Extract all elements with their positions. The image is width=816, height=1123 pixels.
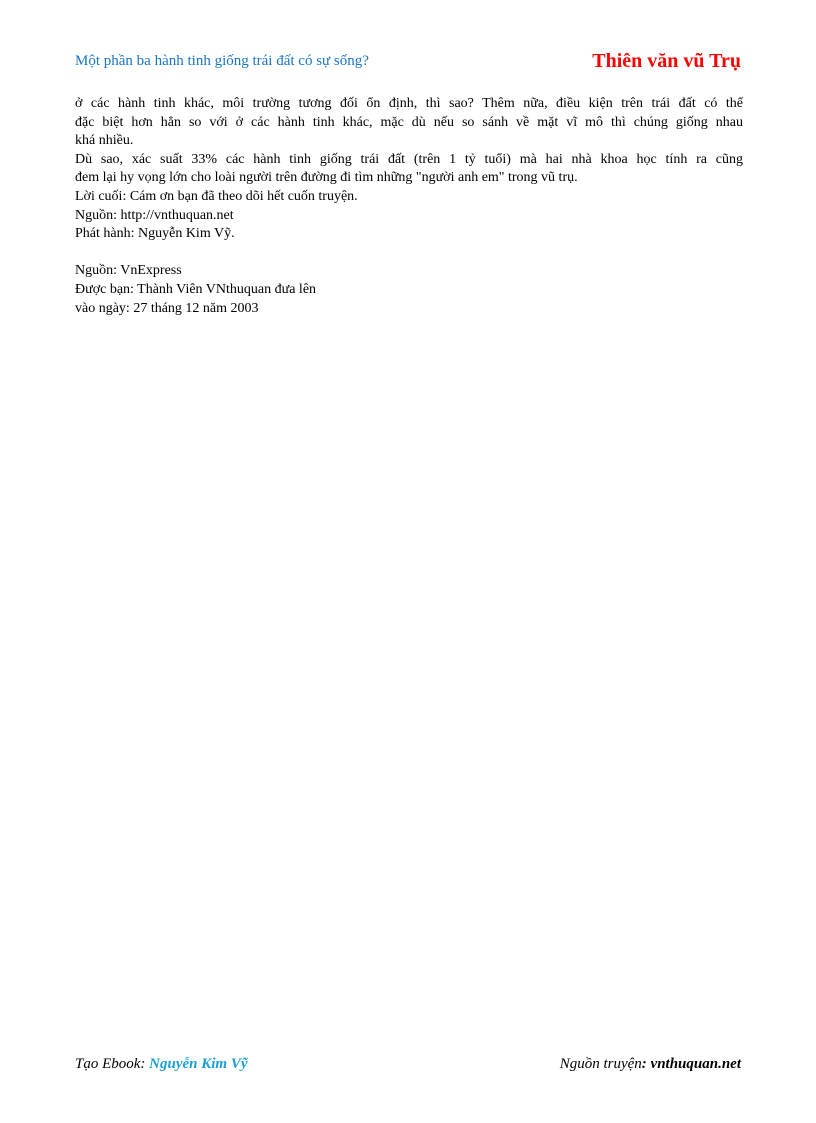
upload-date-line: vào ngày: 27 tháng 12 năm 2003 bbox=[75, 300, 259, 316]
news-source-line: Nguồn: VnExpress bbox=[75, 263, 182, 279]
publisher-line: Phát hành: Nguyễn Kim Vỹ. bbox=[75, 226, 235, 242]
body-line: đặc biệt hơn hẳn so với ở các hành tinh khác, mặc dù nếu so sánh về mặt vĩ mô thì chúng giống nhau bbox=[75, 114, 743, 130]
ebook-author: Nguyễn Kim Vỹ bbox=[149, 1056, 248, 1072]
story-source-separator: : bbox=[641, 1056, 651, 1072]
page-footer bbox=[75, 1056, 741, 1076]
page-header bbox=[75, 50, 741, 76]
closing-note: Lời cuối: Cám ơn bạn đã theo dõi hết cuốn truyện. bbox=[75, 188, 358, 204]
body-line: ở các hành tinh khác, môi trường tương đối ổn định, thì sao? Thêm nữa, điều kiện trên trái đất có thể bbox=[75, 96, 743, 111]
uploader-line: Được bạn: Thành Viên VNthuquan đưa lên bbox=[75, 281, 317, 297]
story-source bbox=[560, 1056, 741, 1073]
ebook-credit-label: Tạo Ebook bbox=[75, 1056, 141, 1072]
series-title: Thiên văn vũ Trụ bbox=[592, 50, 741, 72]
body-text bbox=[75, 95, 743, 318]
ebook-credit bbox=[75, 1056, 248, 1073]
story-source-label: Nguồn truyện bbox=[559, 1056, 642, 1072]
blank-line bbox=[75, 244, 743, 263]
document-title: Một phần ba hành tinh giống trái đất có sự sống? bbox=[75, 53, 369, 69]
source-line: Nguồn: http://vnthuquan.net bbox=[75, 207, 234, 223]
story-source-site: vnthuquan.net bbox=[650, 1056, 741, 1072]
body-line: khá nhiều. bbox=[75, 133, 134, 149]
ebook-credit-separator: : bbox=[140, 1056, 150, 1072]
body-line: Dù sao, xác suất 33% các hành tinh giống trái đất (trên 1 tỷ tuổi) mà hai nhà khoa học tính ra cũng bbox=[75, 151, 743, 167]
body-line: đem lại hy vọng lớn cho loài người trên đường đi tìm những "người anh em" trong vũ trụ. bbox=[75, 170, 578, 186]
